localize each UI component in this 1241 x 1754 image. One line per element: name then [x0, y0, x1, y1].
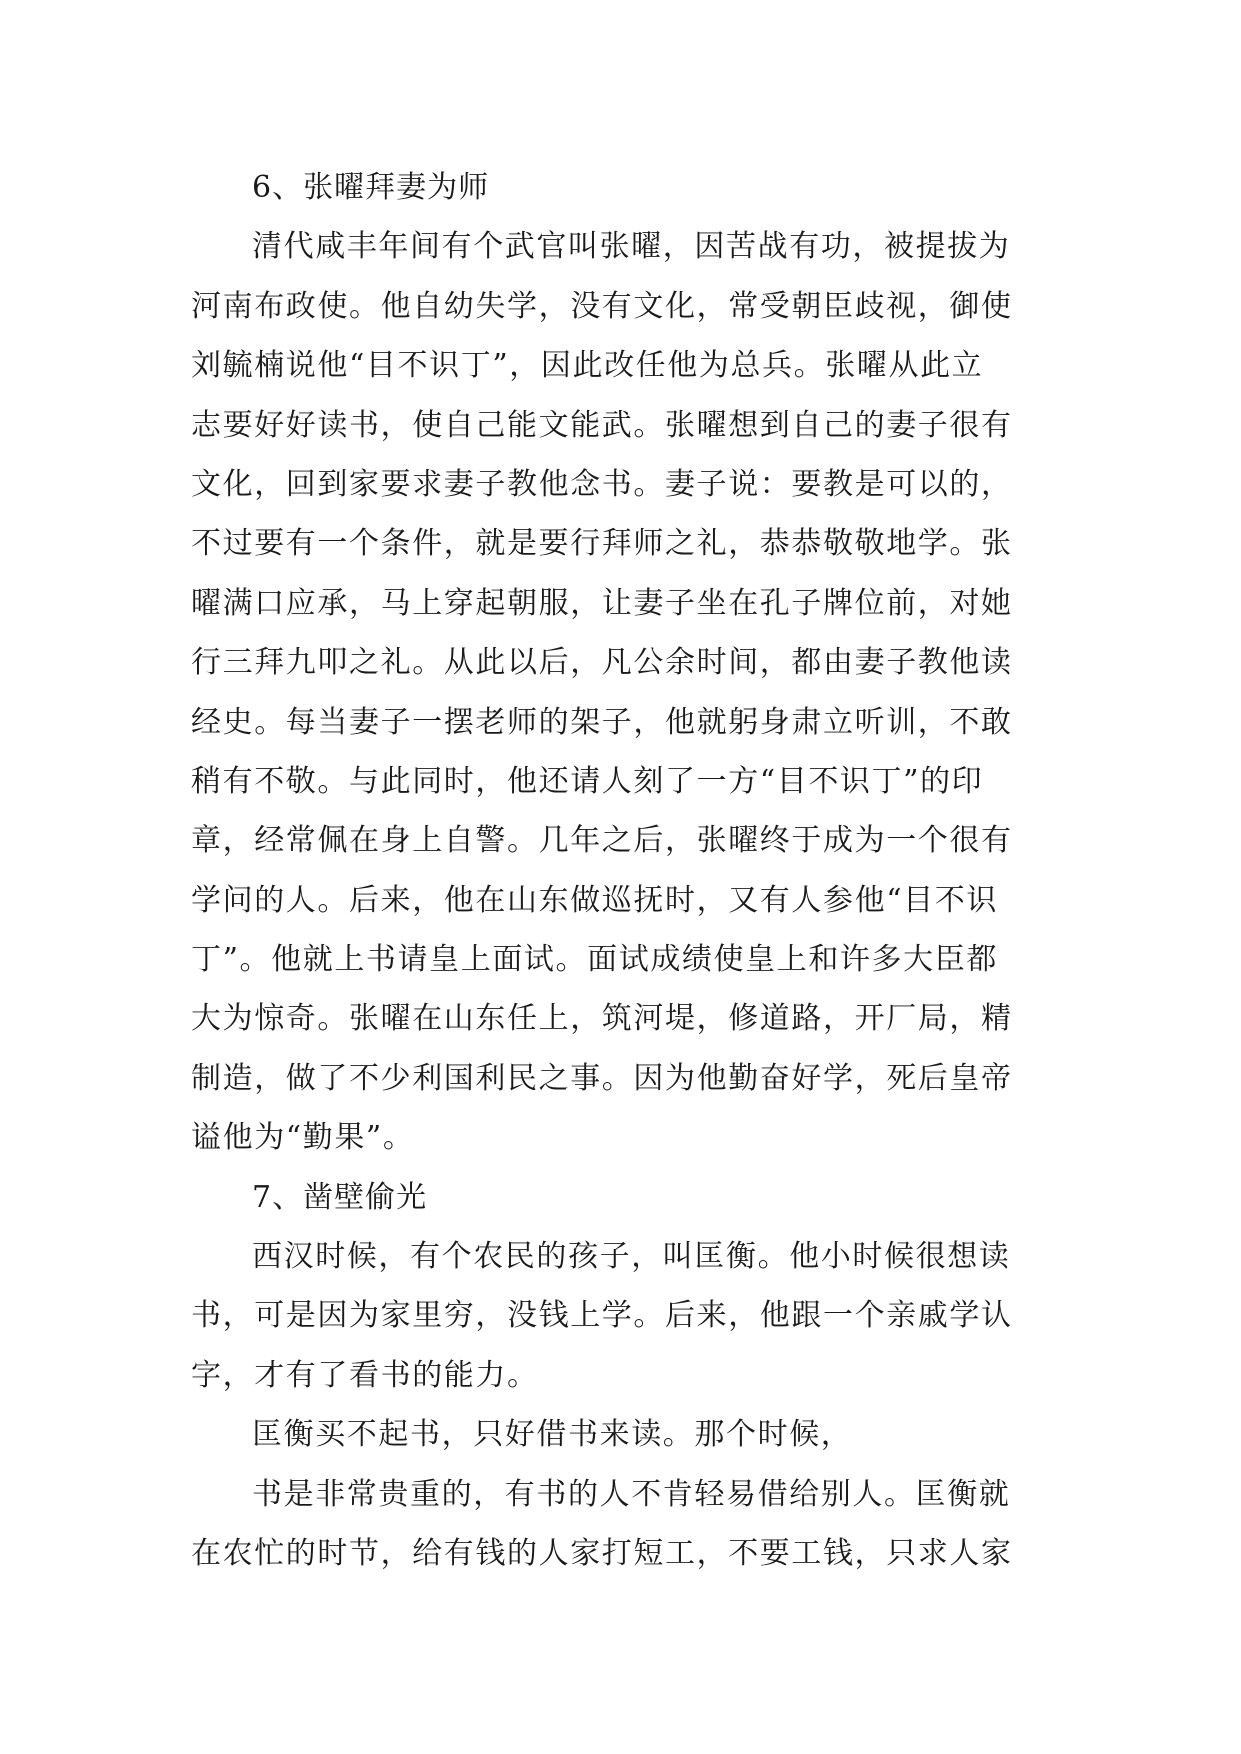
text-line: 在农忙的时节，给有钱的人家打短工，不要工钱，只求人家 — [191, 1535, 1013, 1571]
text-line: 曜满口应承，马上穿起朝服，让妻子坐在孔子牌位前，对她 — [191, 585, 1013, 621]
paragraph — [191, 1227, 1055, 1405]
text-line: 字，才有了看书的能力。 — [191, 1357, 539, 1393]
paragraph — [191, 217, 1055, 1167]
text-line: 书，可是因为家里穷，没钱上学。后来，他跟一个亲戚学认 — [191, 1298, 1013, 1334]
document-body — [191, 158, 1055, 1583]
text-line: 文化，回到家要求妻子教他念书。妻子说：要教是可以的， — [191, 466, 1013, 502]
section-heading: 7、凿壁偷光 — [252, 1179, 428, 1215]
text-line: 书是非常贵重的，有书的人不肯轻易借给别人。匡衡就 — [252, 1476, 1011, 1512]
text-line: 稍有不敬。与此同时，他还请人刻了一方“目不识丁”的印 — [191, 763, 984, 799]
text-line: 章，经常佩在身上自警。几年之后，张曜终于成为一个很有 — [191, 823, 1013, 859]
text-line: 刘毓楠说他“目不识丁”，因此改任他为总兵。张曜从此立 — [191, 348, 984, 384]
text-line: 西汉时候，有个农民的孩子，叫匡衡。他小时候很想读 — [252, 1239, 1011, 1275]
text-line: 河南布政使。他自幼失学，没有文化，常受朝臣歧视，御使 — [191, 288, 1013, 324]
text-line: 清代咸丰年间有个武官叫张曜，因苦战有功，被提拔为 — [252, 229, 1011, 265]
paragraph — [191, 1405, 1055, 1464]
text-line: 谥他为“勤果”。 — [191, 1120, 415, 1156]
text-line: 经史。每当妻子一摆老师的架子，他就躬身肃立听训，不敢 — [191, 704, 1013, 740]
text-line: 志要好好读书，使自己能文能武。张曜想到自己的妻子很有 — [191, 407, 1013, 443]
text-line: 丁”。他就上书请皇上面试。面试成绩使皇上和许多大臣都 — [191, 942, 998, 978]
text-line: 不过要有一个条件，就是要行拜师之礼，恭恭敬敬地学。张 — [191, 526, 1013, 562]
text-line: 行三拜九叩之礼。从此以后，凡公余时间，都由妻子教他读 — [191, 645, 1013, 681]
text-line: 制造，做了不少利国利民之事。因为他勤奋好学，死后皇帝 — [191, 1060, 1013, 1096]
text-line: 学问的人。后来，他在山东做巡抚时，又有人参他“目不识 — [191, 882, 998, 918]
section-heading: 6、张曜拜妻为师 — [252, 170, 490, 205]
paragraph — [191, 1465, 1055, 1584]
text-line: 大为惊奇。张曜在山东任上，筑河堤，修道路，开厂局，精 — [191, 1001, 1013, 1037]
text-line: 匡衡买不起书，只好借书来读。那个时候， — [252, 1417, 853, 1453]
